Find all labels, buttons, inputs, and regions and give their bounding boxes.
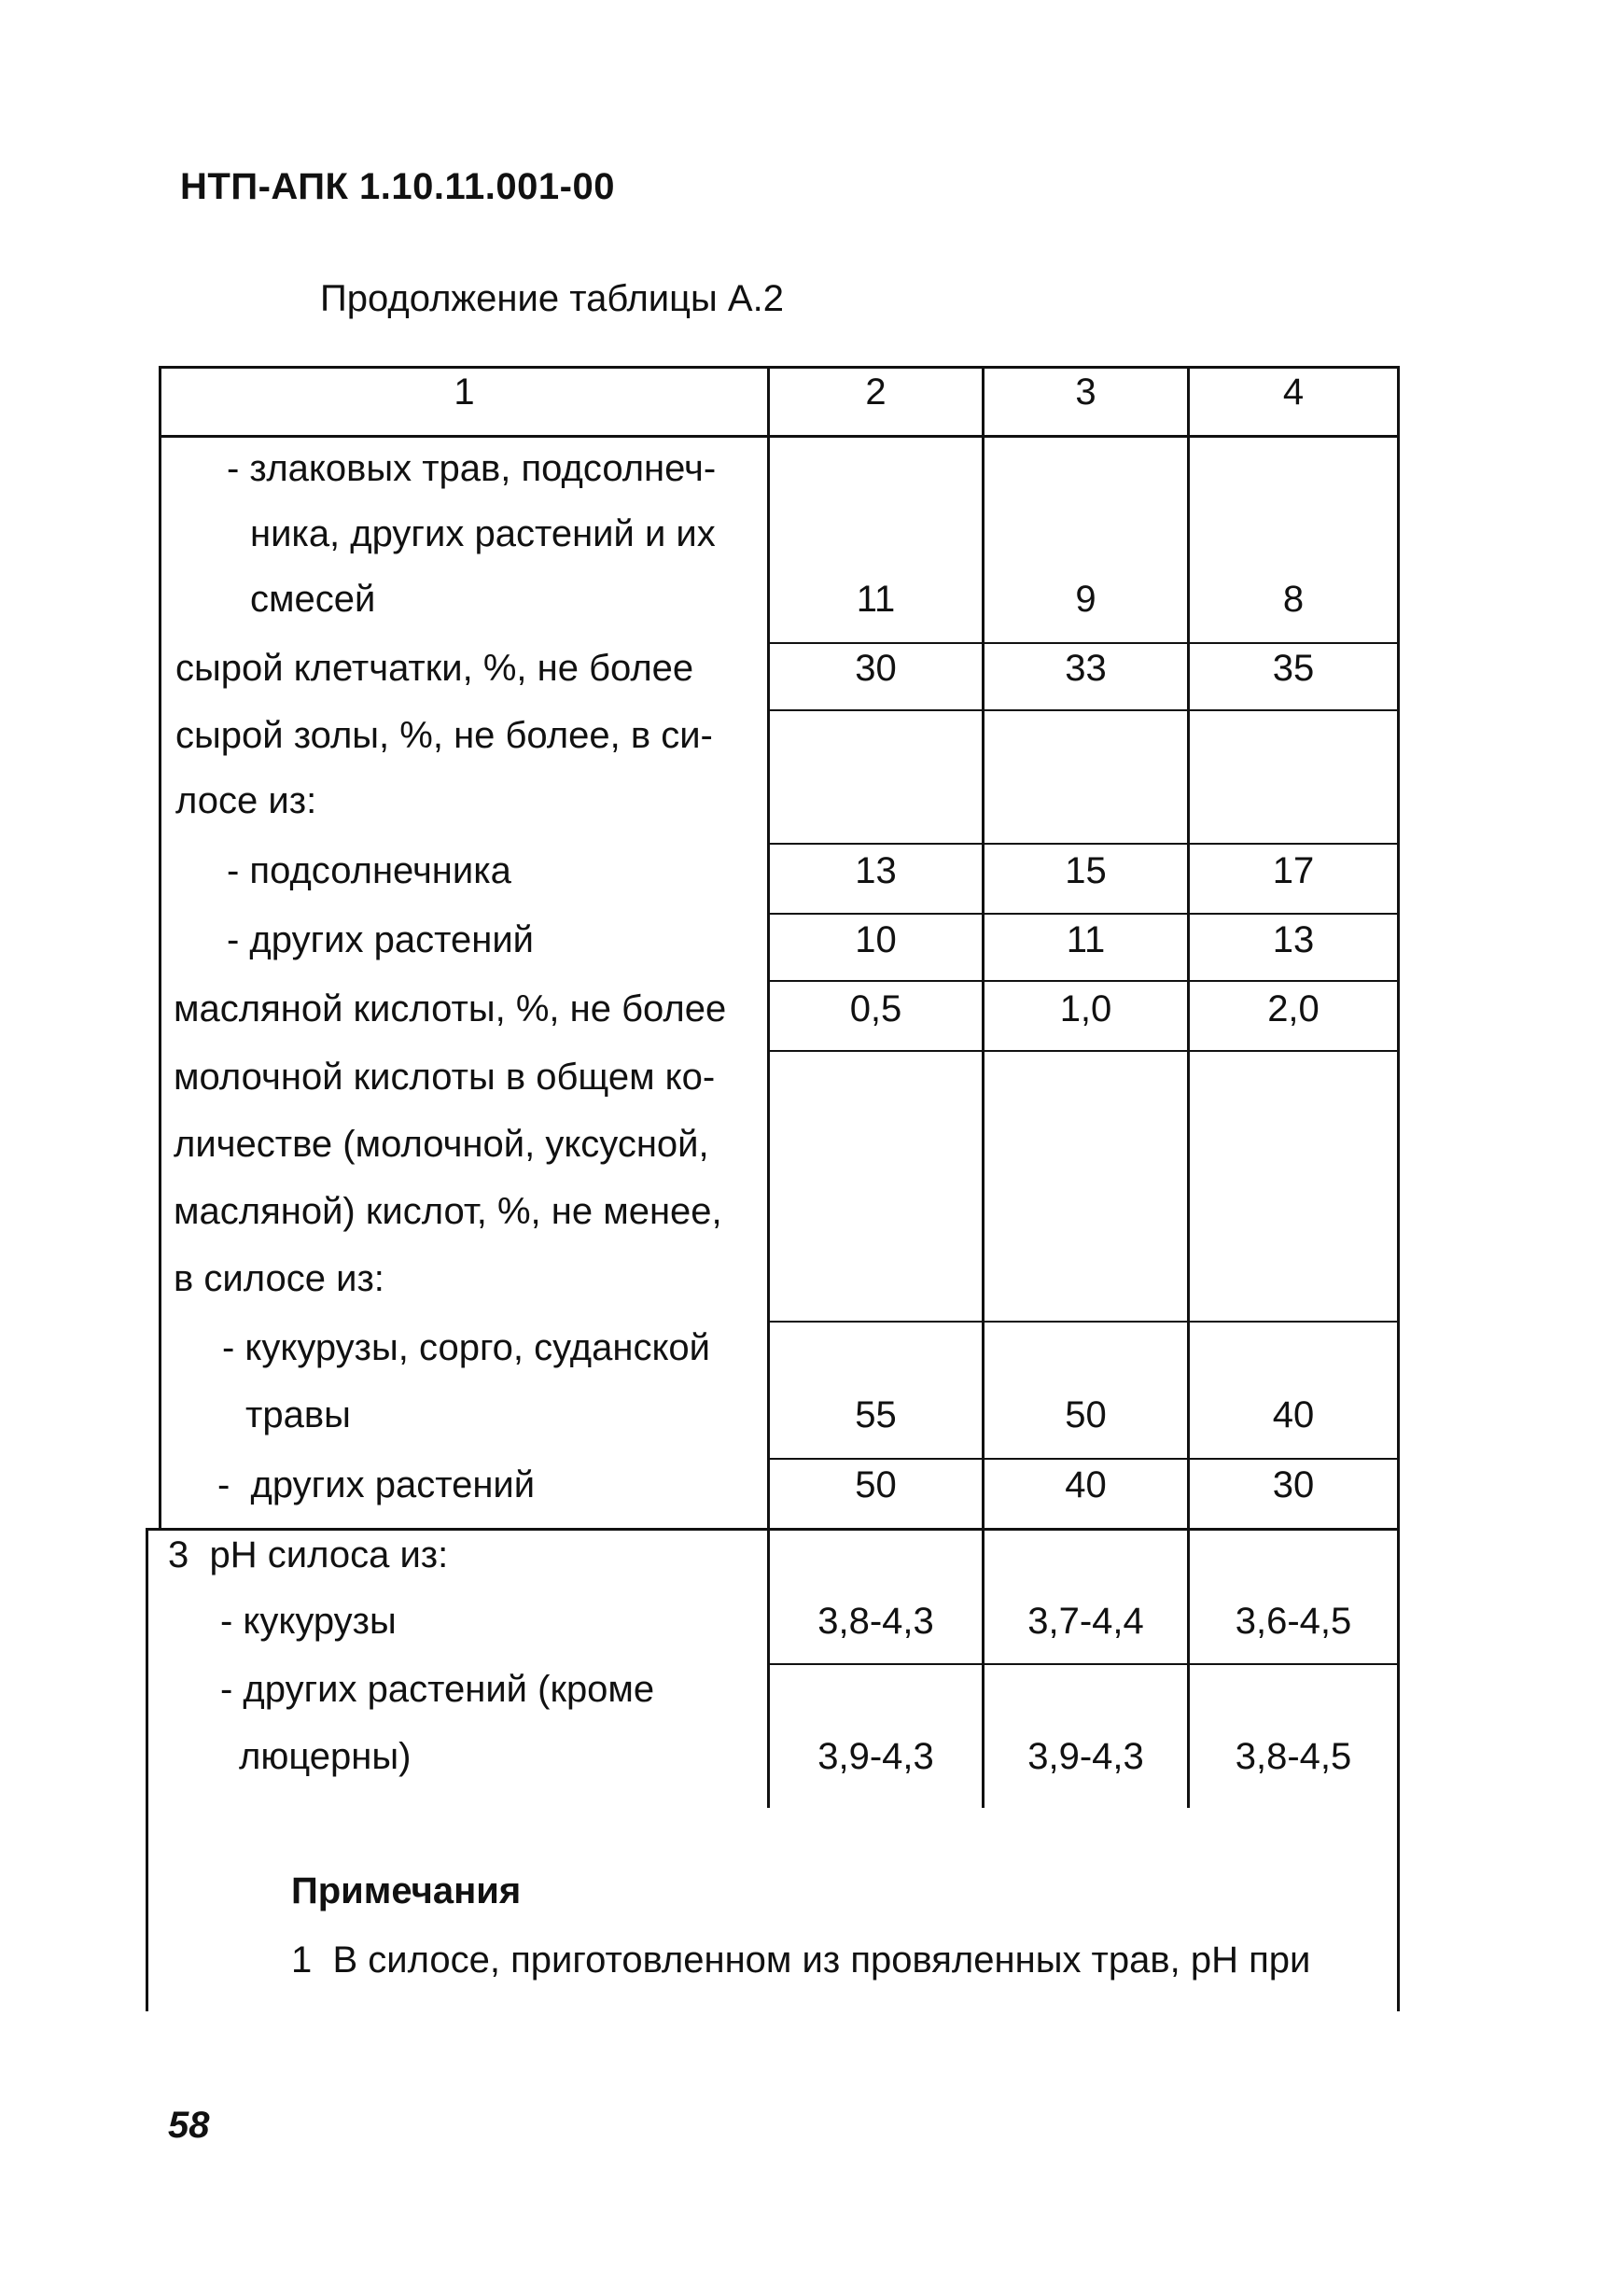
table-border-left-lower	[146, 1528, 148, 2011]
table-cell-value: 33	[1065, 648, 1107, 689]
row-label-line: масляной кислоты, %, не более	[174, 988, 727, 1029]
table-cell-value: 40	[1272, 1394, 1315, 1435]
table-cell-value: 1,0	[1059, 988, 1112, 1029]
table-row-line	[770, 709, 1397, 711]
note-item: 1 В силосе, приготовленном из провяленных трав, pH при	[291, 1939, 1311, 1981]
table-cell-value: 3,8-4,5	[1235, 1736, 1352, 1777]
row-label-line: - других растений	[227, 919, 535, 960]
table-cell-value: 13	[855, 850, 897, 891]
row-label-line: молочной кислоты в общем ко-	[174, 1057, 716, 1098]
row-label-line: - злаковых трав, подсолнеч-	[227, 448, 717, 489]
table-cell-value: 9	[1075, 579, 1096, 620]
table-header-cell: 1	[454, 371, 475, 413]
table-cell-value: 3,9-4,3	[817, 1736, 934, 1777]
table-cell-value: 2,0	[1267, 988, 1320, 1029]
row-label-line: - кукурузы, сорго, суданской	[222, 1327, 711, 1368]
table-cell-value: 35	[1272, 648, 1315, 689]
row-label-line: сырой золы, %, не более, в си-	[175, 715, 713, 756]
table-cell-value: 17	[1272, 850, 1315, 891]
table-header-cell: 3	[1075, 371, 1096, 413]
row-label-line: 3 pH силоса из:	[168, 1534, 449, 1575]
table-cell-value: 40	[1065, 1464, 1107, 1505]
row-label-line: - других растений (кроме	[220, 1669, 655, 1710]
notes-title: Примечания	[291, 1870, 522, 1911]
table-header-cell: 2	[865, 371, 887, 413]
row-label-line: в силосе из:	[174, 1258, 384, 1299]
table-cell-value: 3,9-4,3	[1027, 1736, 1144, 1777]
table-cell-value: 15	[1065, 850, 1107, 891]
table-border-left	[159, 366, 161, 1528]
row-label-line: - кукурузы	[220, 1601, 397, 1642]
row-label-line: сырой клетчатки, %, не более	[175, 648, 694, 689]
row-label-line: лосе из:	[175, 780, 317, 821]
table-cell-value: 50	[855, 1464, 897, 1505]
table-cell-value: 3,7-4,4	[1027, 1601, 1144, 1642]
table-caption: Продолжение таблицы А.2	[320, 278, 784, 319]
table-cell-value: 3,6-4,5	[1235, 1601, 1352, 1642]
table-cell-value: 50	[1065, 1394, 1107, 1435]
table-cell-value: 11	[856, 579, 896, 620]
table-row-line	[770, 1663, 1397, 1665]
table-cell-value: 13	[1272, 919, 1315, 960]
table-cell-value: 8	[1282, 579, 1305, 620]
table-cell-value: 0,5	[849, 988, 902, 1029]
row-label-line: - подсолнечника	[227, 850, 511, 891]
row-label-line: люцерны)	[239, 1736, 412, 1777]
table-cell-value: 30	[855, 648, 897, 689]
table-row-line	[770, 1050, 1397, 1052]
table-header-cell: 4	[1282, 371, 1305, 413]
table-cell-value: 55	[855, 1394, 897, 1435]
page-number: 58	[168, 2105, 210, 2146]
table-cell-value: 3,8-4,3	[817, 1601, 934, 1642]
row-label-line: - других растений	[217, 1464, 536, 1505]
table-cell-value: 10	[855, 919, 897, 960]
row-label-line: ника, других растений и их	[250, 513, 716, 554]
table-border-right	[1397, 366, 1400, 2011]
table-cell-value: 30	[1272, 1464, 1315, 1505]
row-label-line: травы	[245, 1394, 351, 1435]
document-code: НТП-АПК 1.10.11.001-00	[180, 166, 615, 207]
table-cell-value: 11	[1066, 919, 1106, 960]
row-label-line: личестве (молочной, уксусной,	[174, 1124, 709, 1165]
row-label-line: масляной) кислот, %, не менее,	[174, 1191, 722, 1232]
table-row-line	[770, 1321, 1397, 1323]
row-label-line: смесей	[250, 579, 376, 620]
